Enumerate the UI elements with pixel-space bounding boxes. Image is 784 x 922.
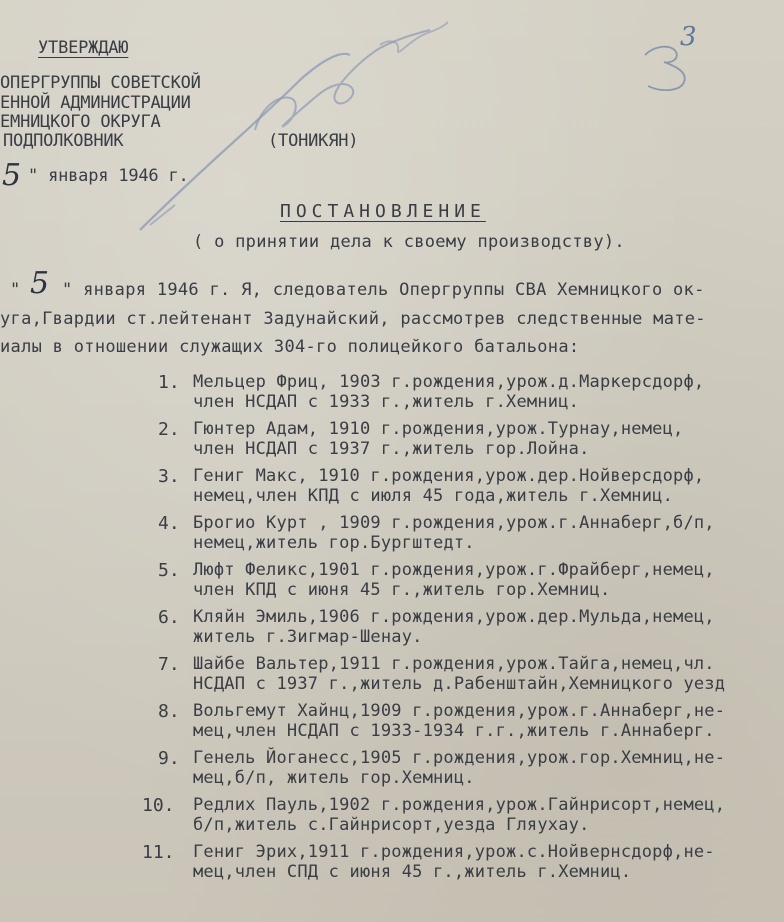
approval-date: " января 1946 г. — [28, 166, 189, 186]
list-item-line-1: Мельцер Фриц, 1903 г.рождения,урож.д.Маркерсдорф, — [193, 372, 705, 392]
list-item-line-2: мец,б/п, житель гор.Хемниц. — [193, 768, 475, 788]
corner-page-mark: 3 — [680, 22, 697, 52]
list-item-number: 5. — [158, 560, 180, 581]
list-item-number: 3. — [158, 466, 180, 487]
list-item-line-1: Вольгемут Хайнц,1909 г.рождения,урож.г.Аннаберг,не- — [193, 701, 726, 721]
list-item-number: 4. — [158, 513, 180, 534]
list-item-line-2: немец,житель гор.Бургштедт. — [193, 533, 475, 553]
list-item-line-1: Гюнтер Адам, 1910 г.рождения,урож.Турнау,немец, — [193, 419, 684, 439]
list-item-line-1: Генель Йоганесс,1905 г.рождения,урож.гор.Хемниц,не- — [193, 748, 726, 768]
approval-line-3: ЕМНИЦКОГО ОКРУГА — [0, 112, 161, 132]
list-item-line-2: немец,член КПД с июля 45 года,житель г.Хемниц. — [193, 486, 674, 506]
list-item-line-1: Брогио Курт , 1909 г.рождения,урож.г.Аннаберг,б/п, — [193, 513, 715, 533]
list-item-line-1: Кляйн Эмиль,1906 г.рождения,урож.дер.Мульда,немец, — [193, 607, 715, 627]
intro-line-1: " января 1946 г. Я, следователь Опергруппы СВА Хемницкого ок- — [62, 280, 705, 300]
list-item-number: 11. — [142, 842, 175, 863]
list-item-line-2: б/п,житель с.Гайнрисорт,уезда Гляухау. — [193, 815, 590, 835]
approval-line-4: ПОДПОЛКОВНИК — [3, 131, 124, 151]
list-item-number: 8. — [158, 701, 180, 722]
intro-line-2: уга,Гвардии ст.лейтенант Задунайский, рассмотрев следственные мате- — [0, 309, 706, 329]
list-item-line-1: Люфт Феликс,1901 г.рождения,урож.г.Фрайберг,немец, — [193, 560, 715, 580]
list-item-line-2: член НСДАП с 1933 г.,житель г.Хемниц. — [193, 392, 580, 412]
document-title: ПОСТАНОВЛЕНИЕ — [280, 201, 486, 222]
list-item-number: 2. — [158, 419, 180, 440]
list-item-line-2: член НСДАП с 1937 г.,житель гор.Лойна. — [193, 439, 590, 459]
list-item-line-1: Редлих Пауль,1902 г.рождения,урож.Гайнрисорт,немец, — [193, 795, 726, 815]
intro-quote-open: " — [10, 280, 21, 300]
list-item-number: 10. — [142, 795, 175, 816]
intro-line-3: иалы в отношении служащих 304-го полицейкого батальона: — [0, 337, 580, 357]
approval-line-1: ОПЕРГРУППЫ СОВЕТСКОЙ — [0, 73, 201, 93]
list-item-line-2: член КПД с июня 45 г.,житель гор.Хемниц. — [193, 580, 611, 600]
list-item-number: 6. — [158, 607, 180, 628]
intro-day-handwritten: 5 — [30, 266, 50, 301]
list-item-line-1: Гениг Эрих,1911 г.рождения,урож.с.Нойвернсдорф,не- — [193, 842, 715, 862]
list-item-line-2: мец,член СПД с июня 45 г.,житель г.Хемниц. — [193, 862, 632, 882]
list-item-line-1: Шайбе Вальтер,1911 г.рождения,урож.Тайга,немец,чл. — [193, 654, 715, 674]
list-item-number: 7. — [158, 654, 180, 675]
approval-day-handwritten: 5 — [2, 158, 22, 193]
list-item-line-2: НСДАП с 1937 г.,житель д.Рабенштайн,Хемницкого уезд — [193, 674, 726, 694]
list-item-line-2: житель г.Зигмар-Шенау. — [193, 627, 423, 647]
list-item-line-1: Гениг Макс, 1910 г.рождения,урож.дер.Нойверсдорф, — [193, 466, 705, 486]
approve-heading: УТВЕРЖДАЮ — [38, 38, 129, 58]
list-item-number: 9. — [158, 748, 180, 769]
list-item-line-2: мец,член НСДАП с 1933-1934 г.г.,житель г.Аннаберг. — [193, 721, 715, 741]
document-subtitle: ( о принятии дела к своему производству). — [193, 232, 625, 252]
approver-name: (ТОНИКЯН) — [268, 131, 359, 151]
approval-line-2: ЕННОЙ АДМИНИСТРАЦИИ — [0, 93, 191, 113]
list-item-number: 1. — [158, 372, 180, 393]
